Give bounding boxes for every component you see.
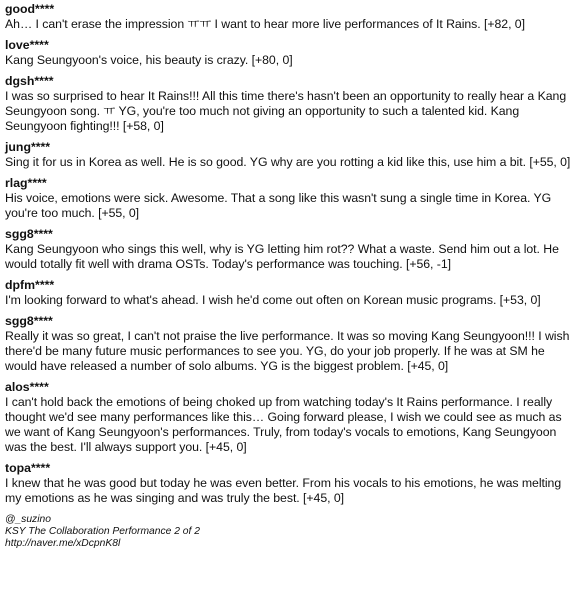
credit-caption: KSY The Collaboration Performance 2 of 2 — [5, 526, 200, 537]
comment-username: alos**** — [5, 380, 49, 394]
comment-username: jung**** — [5, 140, 51, 154]
comment-username: topa**** — [5, 461, 51, 475]
comment-list — [5, 2, 582, 506]
comment-text: His voice, emotions were sick. Awesome. That a song like this wasn't sung a single time in Korea. YG you're too much. [+55, 0] — [5, 191, 552, 220]
comment-item — [5, 38, 582, 68]
comment-username: love**** — [5, 38, 49, 52]
comment-username: sgg8**** — [5, 314, 53, 328]
comment-item — [5, 176, 582, 221]
comment-username: dgsh**** — [5, 74, 54, 88]
comment-item — [5, 461, 582, 506]
comment-username: good**** — [5, 2, 55, 16]
comment-item — [5, 227, 582, 272]
comment-item — [5, 380, 582, 455]
comment-username: dpfm**** — [5, 278, 55, 292]
comment-text: I'm looking forward to what's ahead. I wish he'd come out often on Korean music programs. [+53, 0] — [5, 293, 541, 307]
comment-item — [5, 314, 582, 374]
comment-username: rlag**** — [5, 176, 47, 190]
credit-handle: @_suzino — [5, 514, 51, 525]
comment-username: sgg8**** — [5, 227, 53, 241]
comment-text: Kang Seungyoon's voice, his beauty is crazy. [+80, 0] — [5, 53, 293, 67]
comment-item — [5, 74, 582, 134]
credit-link[interactable]: http://naver.me/xDcpnK8l — [5, 538, 121, 549]
credit-footer — [5, 514, 582, 550]
comment-text: Sing it for us in Korea as well. He is so good. YG why are you rotting a kid like this, use him a bit. [+55, 0] — [5, 155, 571, 169]
comment-item — [5, 140, 582, 170]
comment-text: Really it was so great, I can't not praise the live performance. It was so moving Kang Seungyoon!!! I wish there'd be many future music performances to see you. YG, do your job properly. If he was at SM he would have released a number of solo albums. YG is the biggest problem. [+45, 0] — [5, 329, 570, 373]
comment-text: Kang Seungyoon who sings this well, why is YG letting him rot?? What a waste. Send him out a lot. He would totally fit well with drama OSTs. Today's performance was touching. [+56, -1] — [5, 242, 559, 271]
comment-text: I was so surprised to hear It Rains!!! All this time there's hasn't been an opportunity to really hear a Kang Seungyoon song. ㅠ YG, you're too much not giving an opportunity to such a talented kid. Kang Seungyoon fighting!!! [+58, 0] — [5, 89, 567, 133]
comment-text: Ah… I can't erase the impression ㅠㅠ I want to hear more live performances of It Rains. [+82, 0] — [5, 17, 525, 31]
comment-text: I can't hold back the emotions of being choked up from watching today's It Rains performance. I really thought we'd see many performances like this… Going forward please, I wish we could see as much as we want of Kang Seungyoon's performances. Truly, from today's vocals to emotions, Kang Seungyoon was the best. I'll always support you. [+45, 0] — [5, 395, 562, 454]
comment-item — [5, 2, 582, 32]
comment-text: I knew that he was good but today he was even better. From his vocals to his emotions, he was melting my emotions as he was singing and was truly the best. [+45, 0] — [5, 476, 562, 505]
comment-item — [5, 278, 582, 308]
